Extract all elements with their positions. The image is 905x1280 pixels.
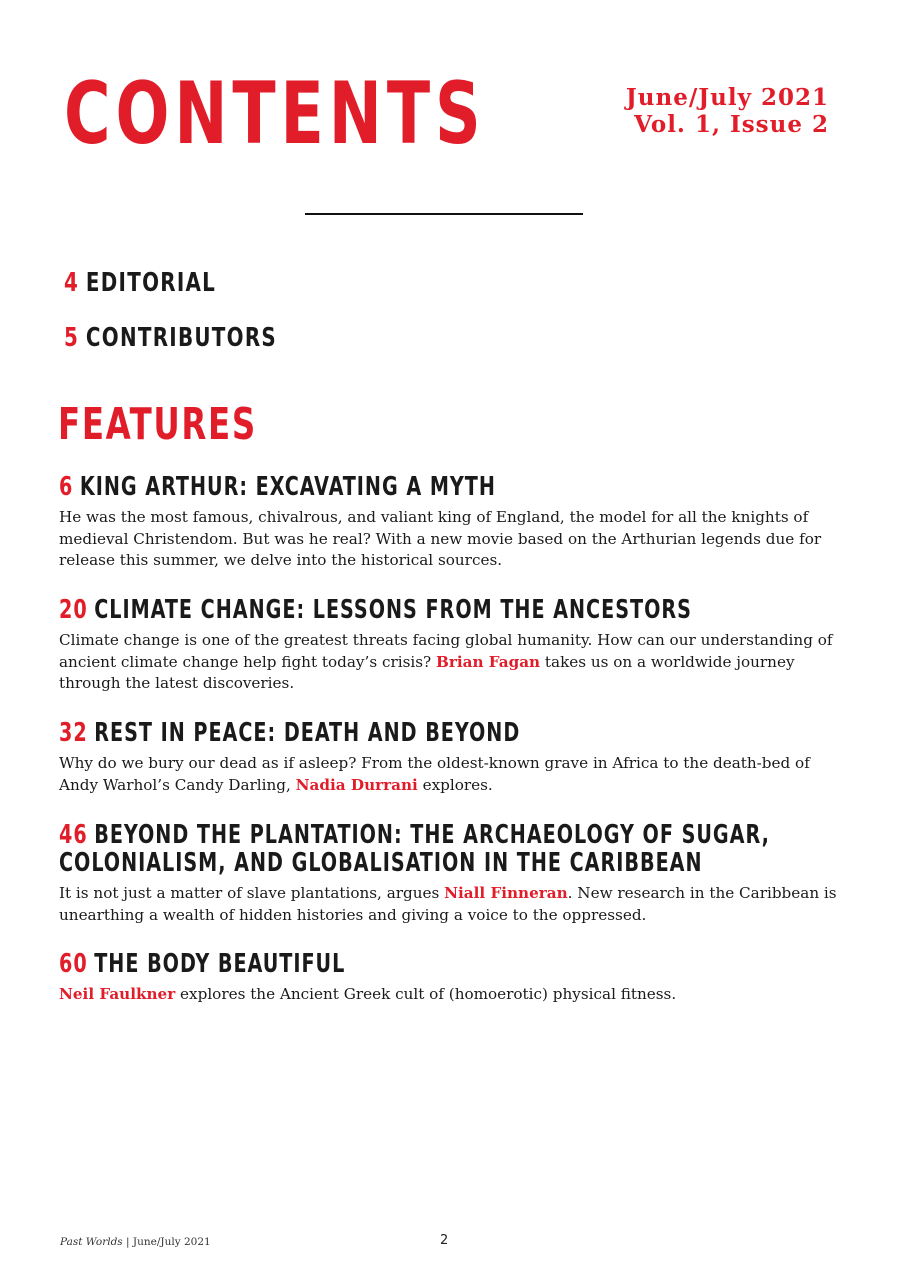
feature-author: Nadia Durrani bbox=[295, 775, 418, 794]
toc-label: EDITORIAL bbox=[85, 268, 217, 298]
issue-info bbox=[626, 84, 829, 138]
feature-description bbox=[59, 507, 839, 572]
feature-page-number: 20 bbox=[59, 595, 88, 625]
feature-description-text: Why do we bury our dead as if asleep? From the oldest-known grave in Africa to the death-bed of Andy Warhol’s Candy Darling, bbox=[59, 754, 810, 794]
footer-credit bbox=[60, 1236, 211, 1248]
footer-separator: | bbox=[122, 1236, 133, 1248]
feature-title bbox=[59, 950, 826, 978]
feature-description-text: Climate change is one of the greatest threats facing global humanity. How can our understanding of ancient climate change help fight today’s crisis? bbox=[59, 631, 833, 671]
features-heading: FEATURES bbox=[58, 399, 257, 450]
feature-description bbox=[59, 753, 839, 796]
feature-page-number: 60 bbox=[59, 949, 88, 979]
feature-title bbox=[59, 821, 826, 877]
page-number: 2 bbox=[440, 1233, 449, 1248]
feature-title bbox=[59, 596, 826, 624]
issue-date: June/July 2021 bbox=[625, 84, 829, 111]
toc-label: CONTRIBUTORS bbox=[85, 323, 278, 353]
feature-page-number: 32 bbox=[59, 718, 88, 748]
footer-date: June/July 2021 bbox=[132, 1236, 211, 1248]
feature-title bbox=[59, 719, 826, 747]
feature-item-climate-change[interactable] bbox=[59, 596, 839, 695]
divider-rule bbox=[305, 213, 583, 215]
feature-description bbox=[59, 984, 839, 1006]
feature-title-text: CLIMATE CHANGE: LESSONS FROM THE ANCESTORS bbox=[94, 595, 692, 625]
feature-description-text: explores. bbox=[417, 775, 493, 794]
feature-description-text: He was the most famous, chivalrous, and valiant king of England, the model for all the knights of medieval Christendom. But was he real? With a new movie based on the Arthurian legends due for release this summer, we delve into the historical sources. bbox=[59, 508, 822, 569]
feature-author: Niall Finneran bbox=[444, 884, 568, 902]
feature-author: Brian Fagan bbox=[436, 652, 541, 671]
feature-author: Neil Faulkner bbox=[59, 985, 176, 1003]
feature-item-beyond-the-plantation[interactable] bbox=[59, 821, 839, 926]
feature-title-text: BEYOND THE PLANTATION: THE ARCHAEOLOGY OF SUGAR, COLONIALISM, AND GLOBALISATION IN THE CARIBBEAN bbox=[59, 820, 770, 878]
feature-page-number: 46 bbox=[59, 820, 88, 850]
feature-page-number: 6 bbox=[59, 472, 74, 502]
toc-item-contributors[interactable] bbox=[64, 323, 277, 353]
issue-volume: Vol. 1, Issue 2 bbox=[634, 111, 829, 138]
feature-item-king-arthur[interactable] bbox=[59, 473, 839, 572]
feature-description bbox=[59, 630, 839, 695]
feature-title-text: REST IN PEACE: DEATH AND BEYOND bbox=[94, 718, 521, 748]
footer-magazine-name: Past Worlds bbox=[60, 1236, 123, 1248]
feature-description-text: explores the Ancient Greek cult of (homoerotic) physical fitness. bbox=[175, 985, 677, 1003]
feature-title-text: THE BODY BEAUTIFUL bbox=[94, 949, 346, 979]
feature-title bbox=[59, 473, 826, 501]
feature-description-text: . New research in the Caribbean is unearthing a wealth of hidden histories and giving a voice to the oppressed. bbox=[59, 884, 837, 924]
toc-page-number: 4 bbox=[64, 268, 80, 298]
feature-title-text: KING ARTHUR: EXCAVATING A MYTH bbox=[79, 472, 496, 502]
toc-item-editorial[interactable] bbox=[64, 268, 216, 298]
page-title: CONTENTS bbox=[64, 64, 486, 164]
feature-item-rest-in-peace[interactable] bbox=[59, 719, 839, 796]
toc-page-number: 5 bbox=[64, 323, 80, 353]
feature-description-text: It is not just a matter of slave plantations, argues bbox=[59, 884, 445, 902]
feature-description-text: takes us on a worldwide journey through the latest discoveries. bbox=[59, 652, 795, 692]
feature-item-body-beautiful[interactable] bbox=[59, 950, 839, 1006]
feature-description bbox=[59, 883, 839, 926]
